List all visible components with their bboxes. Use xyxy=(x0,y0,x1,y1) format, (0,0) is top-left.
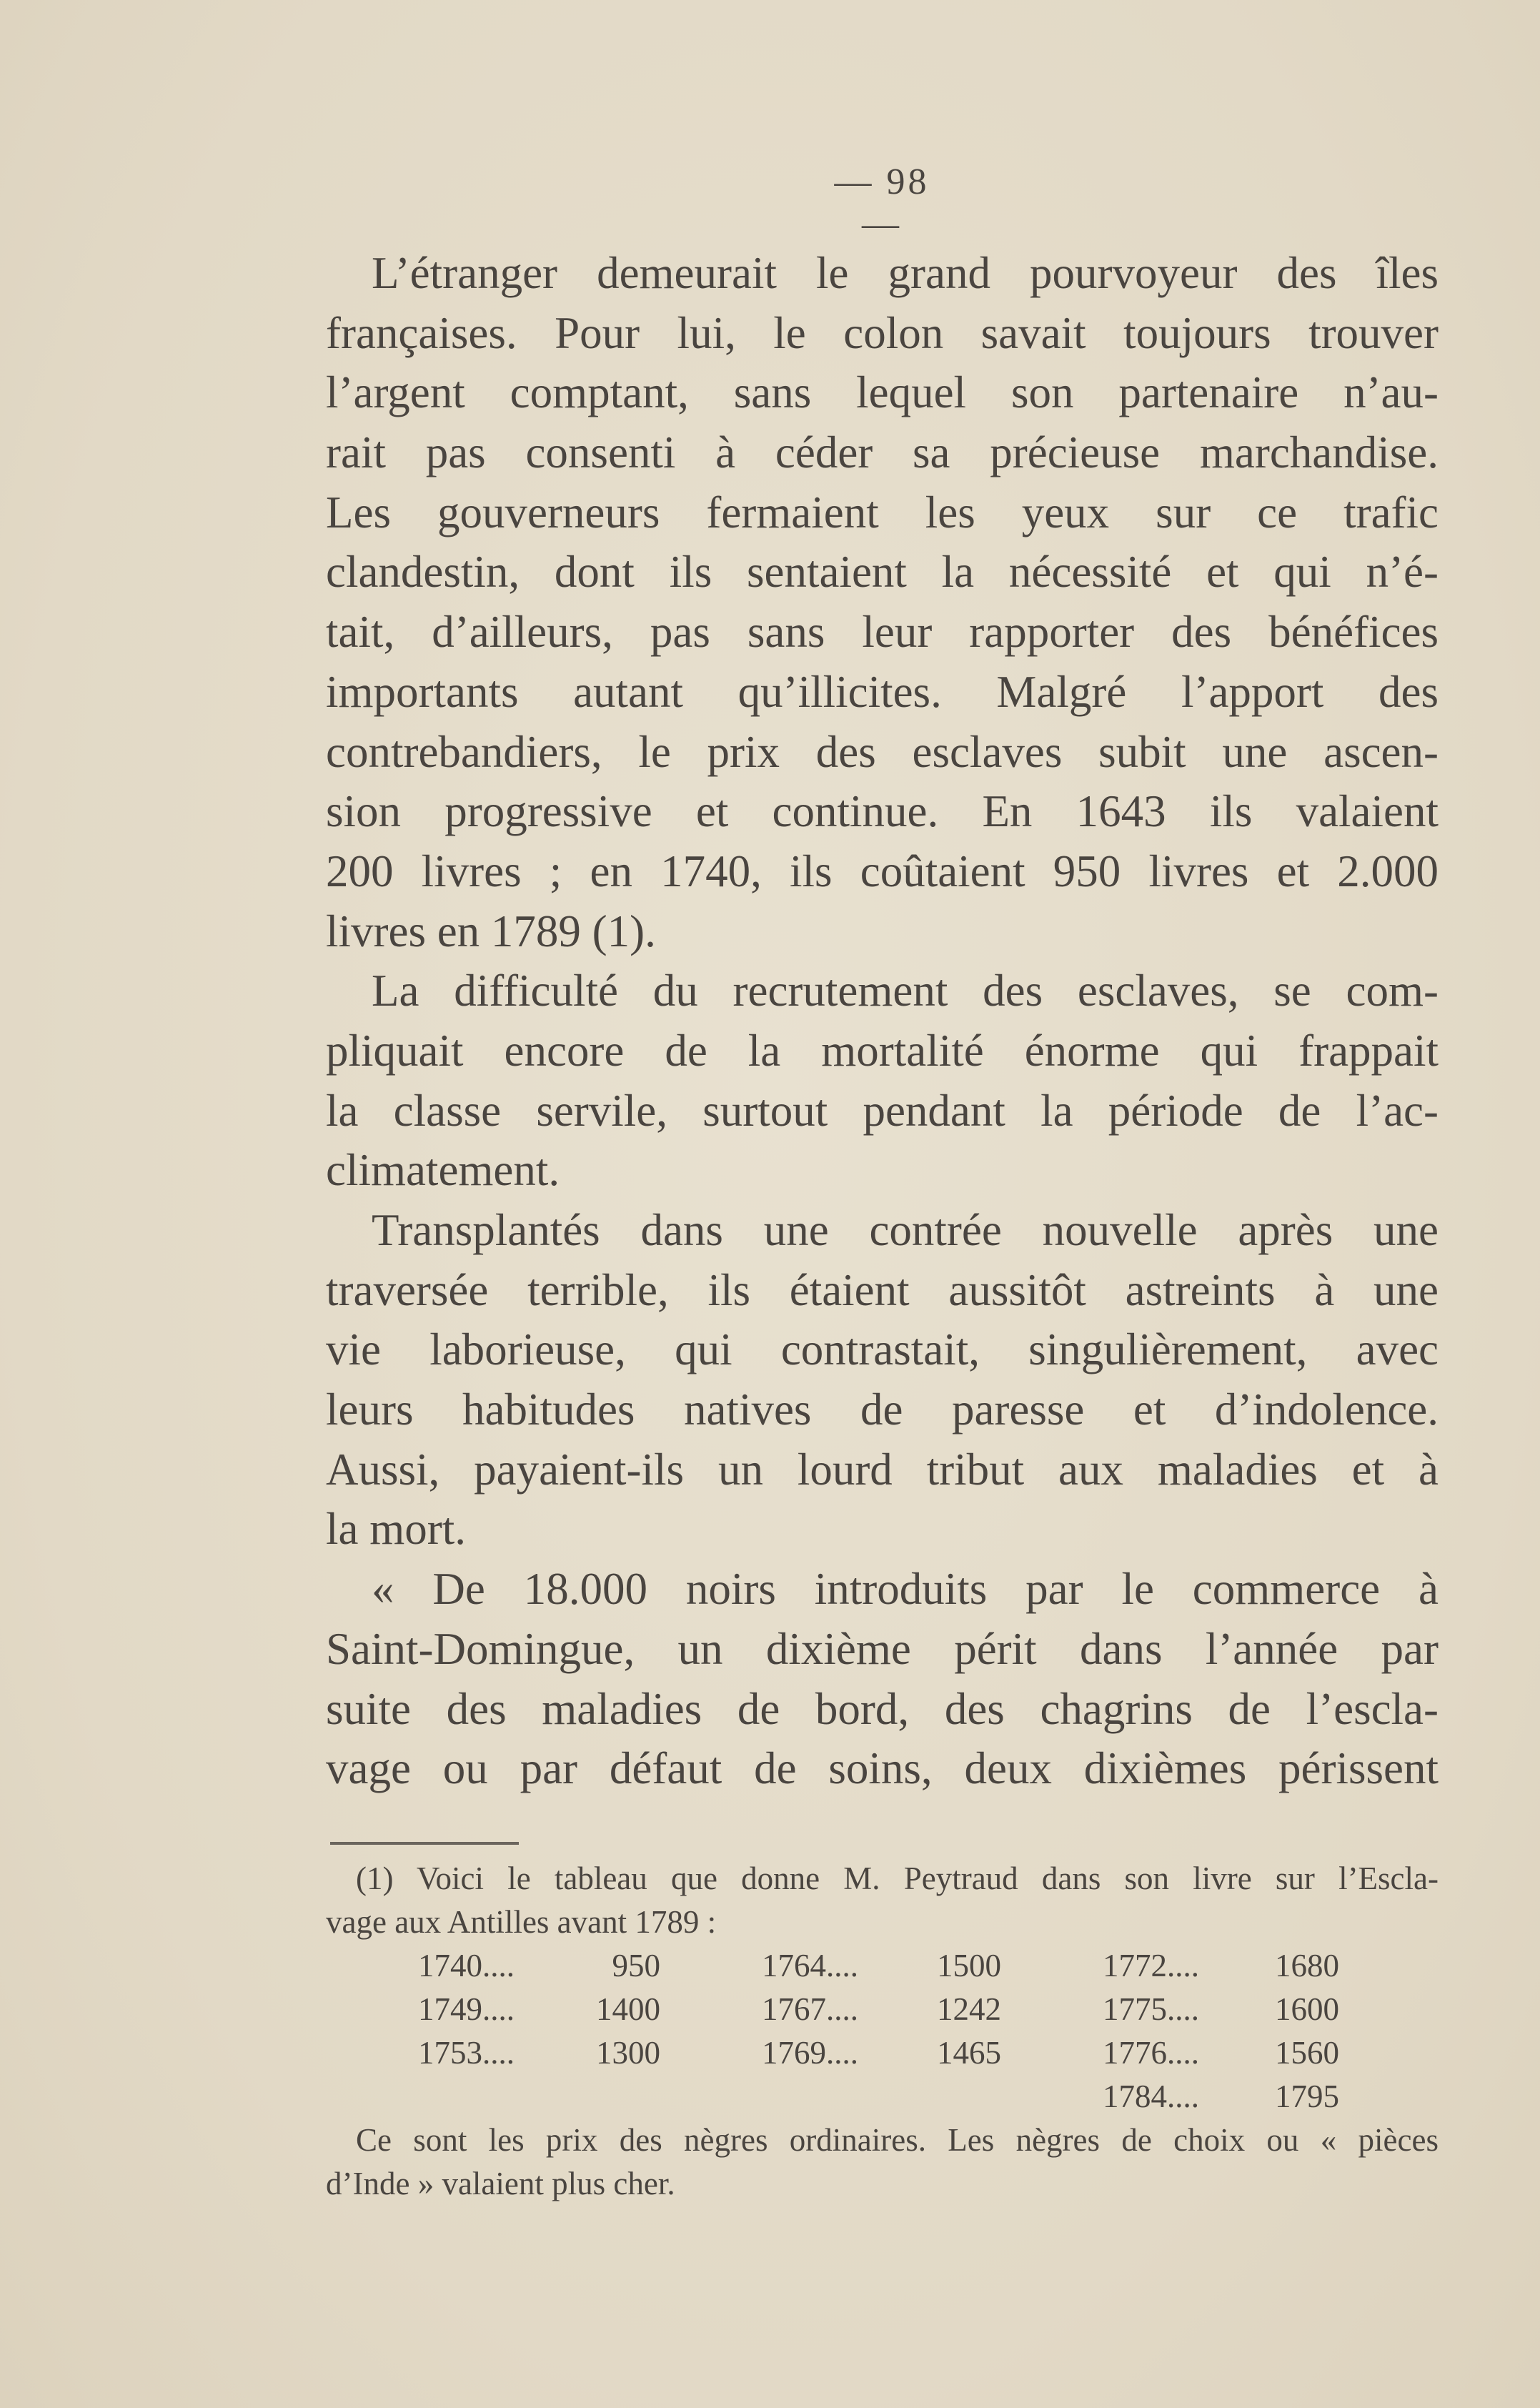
text-line: contrebandiers, le prix des esclaves subit une ascen- xyxy=(326,726,1439,777)
body-text xyxy=(326,244,1439,1799)
text-line: 200 livres ; en 1740, ils coûtaient 950 livres et 2.000 xyxy=(326,846,1439,896)
text-line: climatement. xyxy=(326,1145,560,1196)
price-value: 1400 xyxy=(596,1991,660,2027)
text-line: pliquait encore de la mortalité énorme qui frappait xyxy=(326,1025,1439,1076)
price-year: 1767.... xyxy=(762,1991,858,2027)
price-year: 1776.... xyxy=(1103,2035,1199,2071)
text-line: importants autant qu’illicites. Malgré l’apport des xyxy=(326,666,1439,717)
price-year: 1784.... xyxy=(1103,2078,1199,2114)
text-line: la classe servile, surtout pendant la période de l’ac- xyxy=(326,1085,1439,1136)
footnote-line: (1) Voici le tableau que donne M. Peytraud dans son livre sur l’Escla- xyxy=(356,1860,1439,1896)
price-value: 1560 xyxy=(1275,2035,1339,2071)
footnote-line: Ce sont les prix des nègres ordinaires. Les nègres de choix ou « pièces xyxy=(356,2122,1439,2158)
page-number: — 98 — xyxy=(834,162,930,244)
text-line: rait pas consenti à céder sa précieuse marchandise. xyxy=(326,427,1439,478)
text-line: clandestin, dont ils sentaient la nécessité et qui n’é- xyxy=(326,547,1439,598)
text-line: vage ou par défaut de soins, deux dixièmes périssent xyxy=(326,1743,1439,1794)
price-year: 1772.... xyxy=(1103,1948,1199,1983)
text-line: La difficulté du recrutement des esclaves, se com- xyxy=(372,966,1439,1016)
price-year: 1775.... xyxy=(1103,1991,1199,2027)
text-line: vie laborieuse, qui contrastait, singulièrement, avec xyxy=(326,1324,1439,1375)
text-line: tait, d’ailleurs, pas sans leur rapporter des bénéfices xyxy=(326,607,1439,658)
footnote xyxy=(326,1857,1439,2206)
footnote-line: d’Inde » valaient plus cher. xyxy=(326,2166,675,2201)
price-value: 1795 xyxy=(1275,2078,1339,2114)
price-value: 950 xyxy=(612,1948,660,1983)
footnote-divider xyxy=(330,1842,519,1845)
price-value: 1242 xyxy=(937,1991,1001,2027)
price-table xyxy=(326,1944,1439,2119)
price-value: 1300 xyxy=(596,2035,660,2071)
text-line: leurs habitudes natives de paresse et d’indolence. xyxy=(326,1384,1439,1435)
price-year: 1769.... xyxy=(762,2035,858,2071)
text-line: « De 18.000 noirs introduits par le commerce à xyxy=(372,1564,1439,1615)
text-line: livres en 1789 (1). xyxy=(326,906,656,956)
footnote-line: vage aux Antilles avant 1789 : xyxy=(326,1904,717,1940)
text-line: Saint-Domingue, un dixième périt dans l’année par xyxy=(326,1623,1439,1674)
price-year: 1740.... xyxy=(418,1948,515,1983)
text-line: sion progressive et continue. En 1643 ils valaient xyxy=(326,786,1439,837)
price-value: 1500 xyxy=(937,1948,1001,1983)
text-line: L’étranger demeurait le grand pourvoyeur des îles xyxy=(372,248,1439,298)
text-line: françaises. Pour lui, le colon savait toujours trouver xyxy=(326,307,1439,358)
text-line: Transplantés dans une contrée nouvelle après une xyxy=(372,1205,1439,1255)
text-line: Les gouverneurs fermaient les yeux sur ce trafic xyxy=(326,487,1439,537)
price-year: 1753.... xyxy=(418,2035,515,2071)
price-value: 1600 xyxy=(1275,1991,1339,2027)
price-year: 1764.... xyxy=(762,1948,858,1983)
text-line: la mort. xyxy=(326,1504,466,1555)
price-year: 1749.... xyxy=(418,1991,515,2027)
text-line: Aussi, payaient-ils un lourd tribut aux maladies et à xyxy=(326,1444,1439,1495)
text-line: traversée terrible, ils étaient aussitôt astreints à une xyxy=(326,1264,1439,1315)
price-value: 1465 xyxy=(937,2035,1001,2071)
price-value: 1680 xyxy=(1275,1948,1339,1983)
text-line: l’argent comptant, sans lequel son partenaire n’au- xyxy=(326,367,1439,418)
text-line: suite des maladies de bord, des chagrins de l’escla- xyxy=(326,1683,1439,1734)
